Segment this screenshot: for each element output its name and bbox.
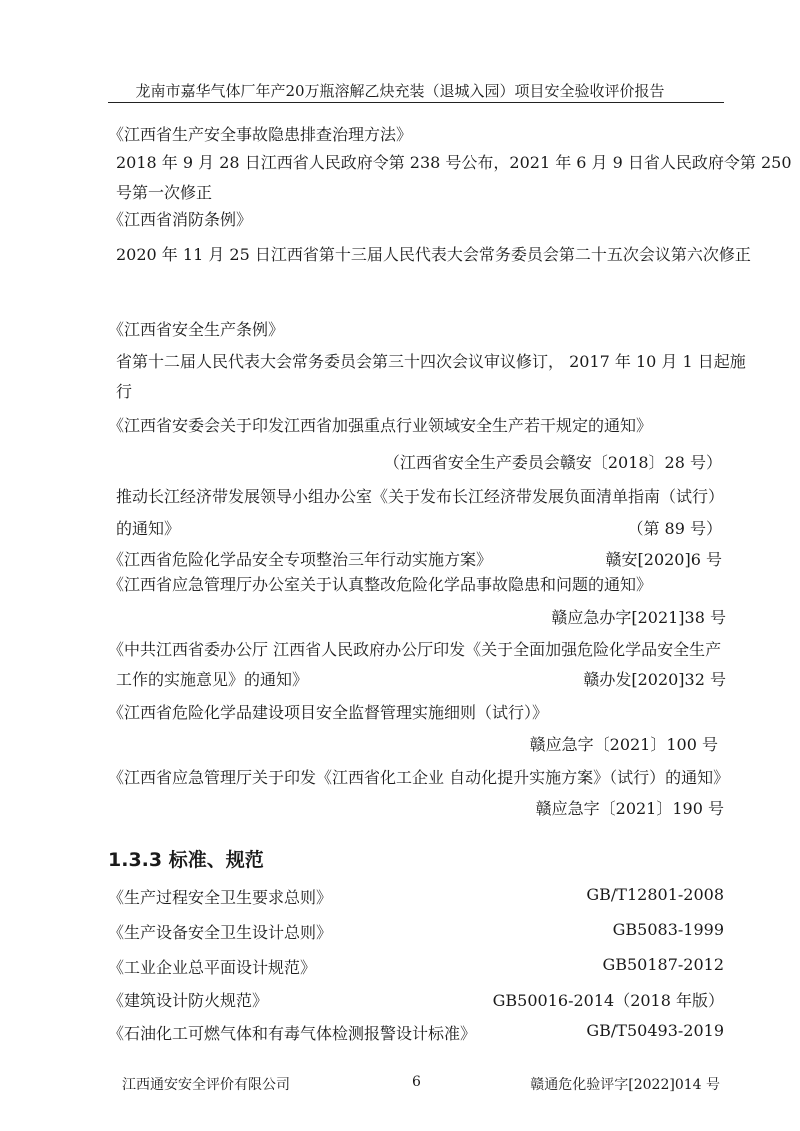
regulation-title: 《江西省安全生产条例》 xyxy=(108,320,285,339)
regulation-title: 《江西省安委会关于印发江西省加强重点行业领域安全生产若干规定的通知》 xyxy=(108,416,653,435)
standard-code: GB5083-1999 xyxy=(612,920,724,939)
regulation-detail: 号第一次修正 xyxy=(116,183,213,202)
page-number: 6 xyxy=(412,1074,421,1090)
standard-title: 《建筑设计防火规范》 xyxy=(108,991,269,1010)
regulation-title: 工作的实施意见》的通知》 xyxy=(116,670,309,689)
regulation-title: 《江西省应急管理厅办公室关于认真整改危险化学品事故隐患和问题的通知》 xyxy=(108,575,653,594)
regulation-detail: 2020 年 11 月 25 日江西省第十三届人民代表大会常务委员会第二十五次会议第六次修正 xyxy=(116,245,751,264)
standard-code: GB50187-2012 xyxy=(602,955,724,974)
regulation-title: 的通知》 xyxy=(116,519,181,538)
regulation-title: 《江西省危险化学品安全专项整治三年行动实施方案》 xyxy=(108,550,493,569)
regulation-number: 赣办发[2020]32 号 xyxy=(583,670,726,689)
regulation-title: 《中共江西省委办公厅 江西省人民政府办公厅印发《关于全面加强危险化学品安全生产 xyxy=(108,640,722,659)
standard-title: 《生产过程安全卫生要求总则》 xyxy=(108,888,333,907)
standard-title: 《工业企业总平面设计规范》 xyxy=(108,958,317,977)
standard-title: 《生产设备安全卫生设计总则》 xyxy=(108,923,333,942)
header-rule xyxy=(108,102,724,103)
standard-code: GB50016-2014（2018 年版） xyxy=(492,991,724,1010)
regulation-number: 赣应急字〔2021〕190 号 xyxy=(535,799,724,818)
regulation-number: 赣安[2020]6 号 xyxy=(605,550,722,569)
regulation-number: （江西省安全生产委员会赣安〔2018〕28 号） xyxy=(383,453,722,472)
regulation-title: 推动长江经济带发展领导小组办公室《关于发布长江经济带发展负面清单指南（试行） xyxy=(116,487,725,506)
regulation-title: 《江西省危险化学品建设项目安全监督管理实施细则（试行）》 xyxy=(108,703,549,722)
regulation-number: 赣应急办字[2021]38 号 xyxy=(551,608,726,627)
regulation-number: （第 89 号） xyxy=(627,519,722,538)
footer-company: 江西通安安全评价有限公司 xyxy=(122,1077,290,1093)
footer-report-number: 赣通危化验评字[2022]014 号 xyxy=(530,1077,720,1093)
regulation-title: 《江西省生产安全事故隐患排查治理方法》 xyxy=(108,125,413,144)
standard-title: 《石油化工可燃气体和有毒气体检测报警设计标准》 xyxy=(108,1024,477,1043)
regulation-detail: 省第十二届人民代表大会常务委员会第三十四次会议审议修订， 2017 年 10 月 1 日起施 xyxy=(116,352,746,371)
section-heading: 1.3.3 标准、规范 xyxy=(108,849,264,871)
regulation-detail: 2018 年 9 月 28 日江西省人民政府令第 238 号公布，2021 年 6 月 9 日省人民政府令第 250 xyxy=(116,153,792,172)
regulation-detail: 行 xyxy=(116,382,133,401)
page-header: 龙南市嘉华气体厂年产20万瓶溶解乙炔充装（退城入园）项目安全验收评价报告 xyxy=(135,82,665,100)
standard-code: GB/T12801-2008 xyxy=(586,885,724,904)
regulation-title: 《江西省应急管理厅关于印发《江西省化工企业 自动化提升实施方案》（试行）的通知》 xyxy=(108,768,730,787)
regulation-number: 赣应急字〔2021〕100 号 xyxy=(529,735,718,754)
standard-code: GB/T50493-2019 xyxy=(586,1021,724,1040)
regulation-title: 《江西省消防条例》 xyxy=(108,210,253,229)
